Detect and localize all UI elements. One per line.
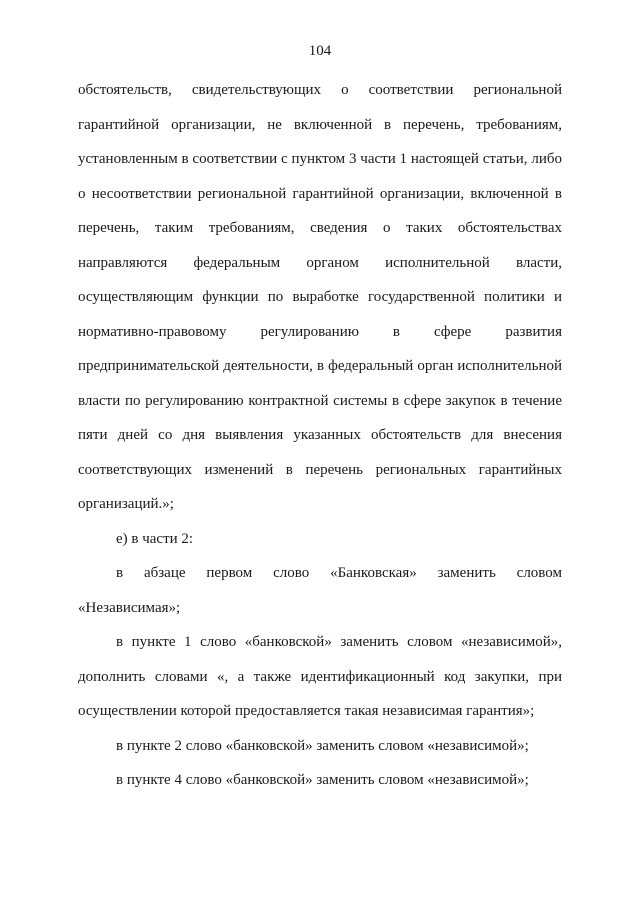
page-number: 104 <box>308 43 332 59</box>
text-line: соответствующих изменений в перечень региональных гарантийных <box>78 461 562 478</box>
text-line: осуществлении которой предоставляется такая независимая гарантия»; <box>78 703 535 719</box>
text-line: предпринимательской деятельности, в федеральный орган исполнительной <box>78 358 562 374</box>
text-line: гарантийной организации, не включенной в перечень, требованиям, <box>78 116 562 133</box>
text-line: власти по регулированию контрактной системы в сфере закупок в течение <box>78 392 562 409</box>
text-line: в пункте 2 слово «банковской» заменить словом «независимой»; <box>116 737 529 754</box>
text-line: перечень, таким требованиям, сведения о таких обстоятельствах <box>78 220 562 236</box>
text-line: в абзаце первом слово «Банковская» заменить словом <box>116 565 562 581</box>
text-line: установленным в соответствии с пунктом 3 части 1 настоящей статьи, либо <box>78 151 562 167</box>
text-line: «Независимая»; <box>78 599 181 616</box>
text-line: направляются федеральным органом исполнительной власти, <box>78 254 562 271</box>
text-line: обстоятельств, свидетельствующих о соответствии региональной <box>78 82 562 98</box>
text-line: е) в части 2: <box>116 530 194 547</box>
text-line: дополнить словами «, а также идентификационный код закупки, при <box>78 668 562 685</box>
text-line: нормативно-правовому регулированию в сфере развития <box>78 323 562 340</box>
text-line: организаций.»; <box>78 496 174 512</box>
text-line: о несоответствии региональной гарантийной организации, включенной в <box>78 185 562 202</box>
text-line: пяти дней со дня выявления указанных обстоятельств для внесения <box>78 427 562 443</box>
document-body <box>78 80 562 805</box>
text-line: осуществляющим функции по выработке государственной политики и <box>78 289 562 305</box>
text-line: в пункте 4 слово «банковской» заменить словом «независимой»; <box>116 772 529 788</box>
text-line: в пункте 1 слово «банковской» заменить словом «независимой», <box>116 634 562 650</box>
